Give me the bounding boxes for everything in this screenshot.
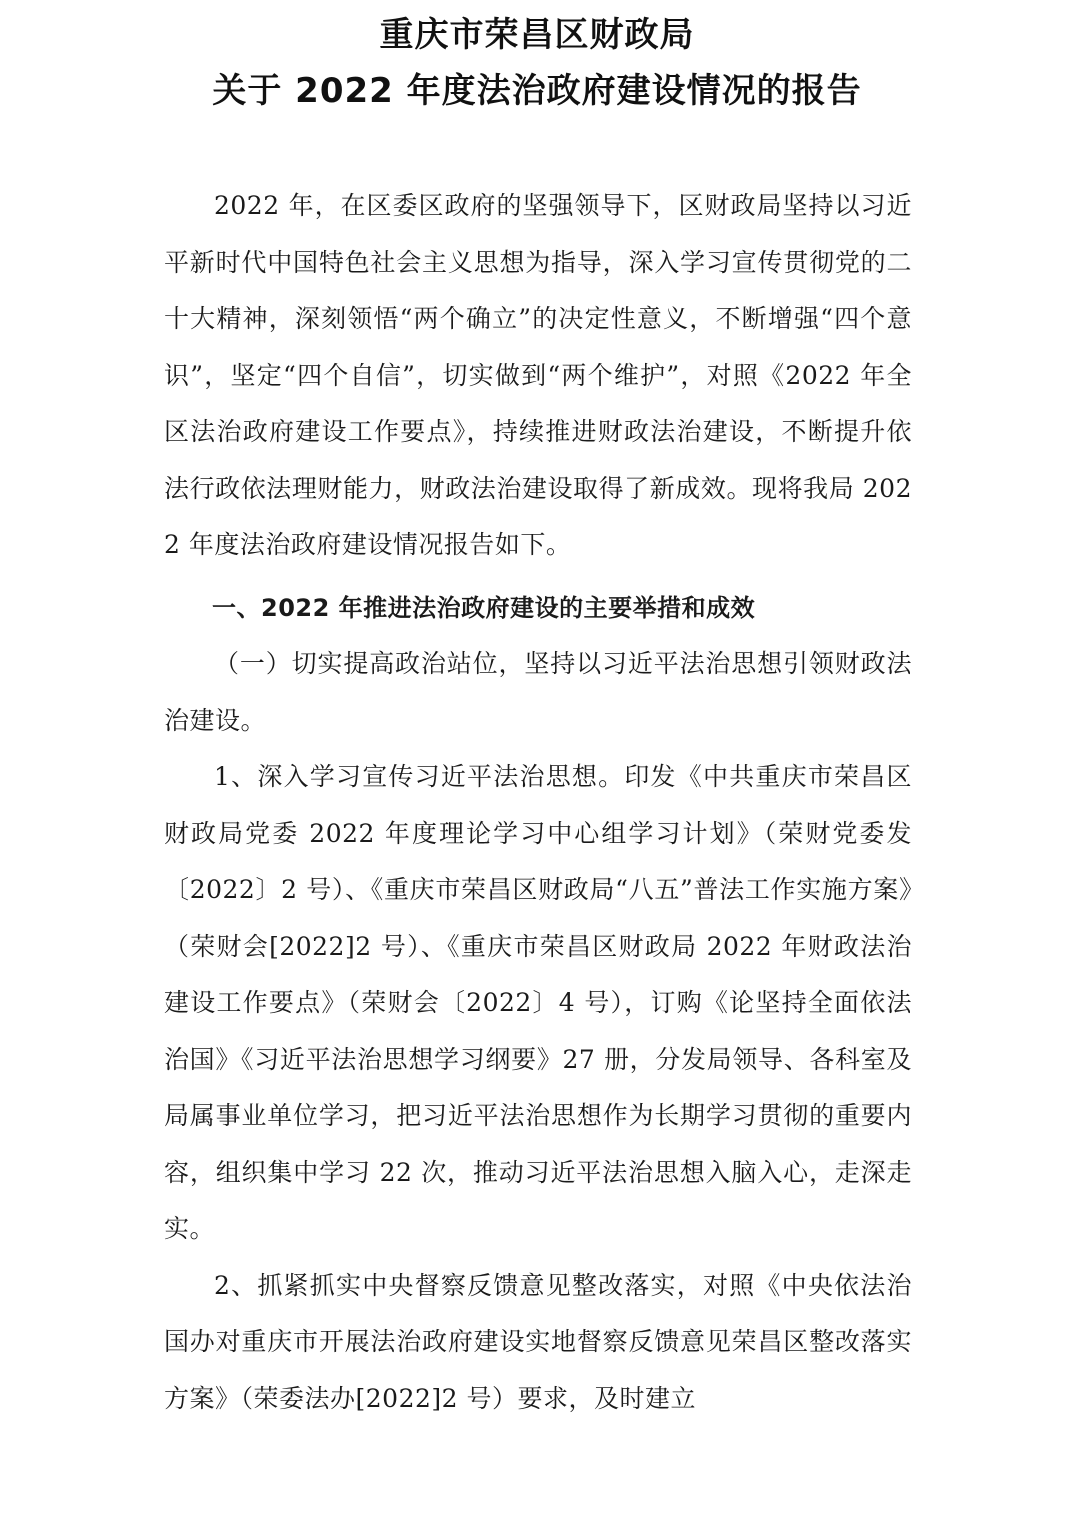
document-title-line-2: 关于 2022 年度法治政府建设情况的报告 [212, 71, 862, 111]
subsection-heading-1: （一）切实提高政治站位，坚持以习近平法治思想引领财政法治建设。 [164, 649, 912, 735]
paragraph-intro: 2022 年，在区委区政府的坚强领导下，区财政局坚持以习近平新时代中国特色社会主义思想为指导，深入学习宣传贯彻党的二十大精神，深刻领悟“两个确立”的决定性意义，不断增强“四个意识”，坚定“四个自信”，切实做到“两个维护”，对照《2022 年全区法治政府建设工作要点》，持续推进财政法治建设，不断提升依法行政依法理财能力，财政法治建设取得了新成效。现将我局 2022 年度法治政府建设情况报告如下。 [164, 191, 912, 559]
section-heading-1: 一、2022 年推进法治政府建设的主要举措和成效 [212, 593, 756, 622]
paragraph-item-2: 2、抓紧抓实中央督察反馈意见整改落实，对照《中央依法治国办对重庆市开展法治政府建设实地督察反馈意见荣昌区整改落实方案》（荣委法办[2022]2 号）要求，及时建立 [164, 1270, 912, 1413]
document-title-line-1: 重庆市荣昌区财政局 [379, 15, 695, 55]
paragraph-item-1: 1、深入学习宣传习近平法治思想。印发《中共重庆市荣昌区财政局党委 2022 年度理论学习中心组学习计划》（荣财党委发〔2022〕2 号）、《重庆市荣昌区财政局“八五”普法工作实施方案》（荣财会[2022]2 号）、《重庆市荣昌区财政局 2022 年财政法治建设工作要点》（荣财会〔2022〕4 号），订购《论坚持全面依法治国》《习近平法治思想学习纲要》27 册，分发局领导、各科室及局属事业单位学习，把习近平法治思想作为长期学习贯彻的重要内容，组织集中学习 22 次，推动习近平法治思想入脑入心，走深走实。 [164, 762, 912, 1243]
document-body [164, 178, 912, 1427]
